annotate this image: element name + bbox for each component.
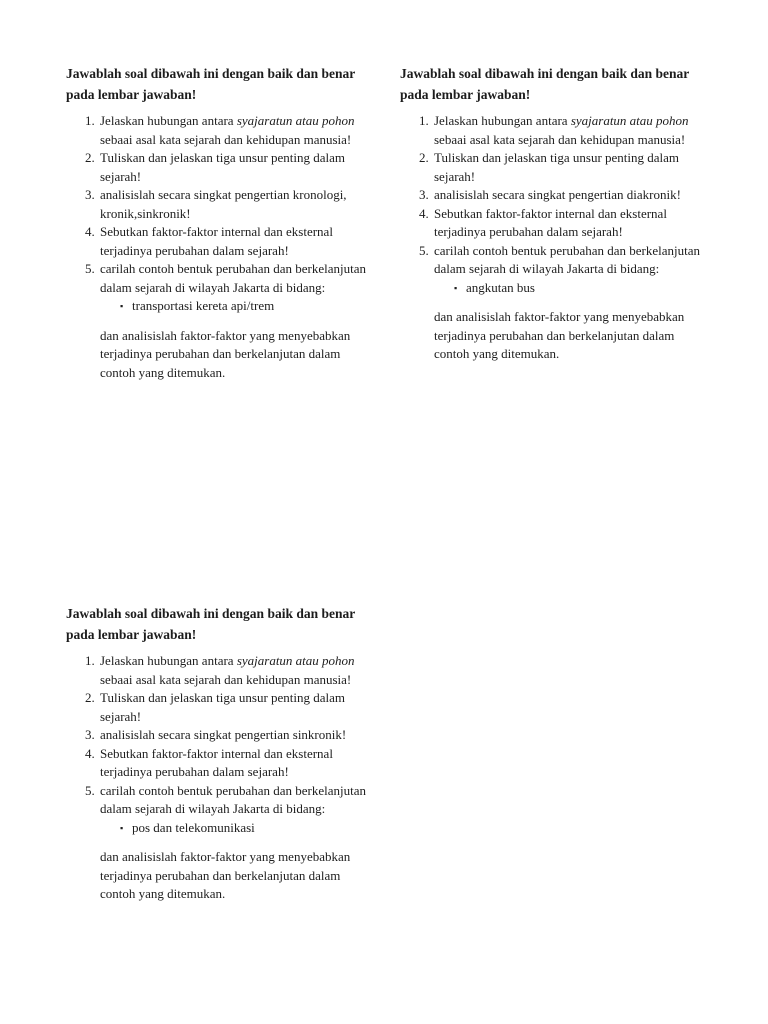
- question-text: analisislah secara singkat pengertian kronologi, kronik,sinkronik!: [100, 187, 347, 221]
- sub-bullet-text: transportasi kereta api/trem: [132, 298, 275, 313]
- question-item-2: [85, 689, 378, 726]
- question-number: 4.: [85, 745, 95, 761]
- question-item-5: [85, 782, 378, 904]
- question-number: 5.: [85, 782, 95, 798]
- question-block-top-left: [66, 63, 378, 382]
- question-number: 4.: [419, 205, 429, 221]
- question-item-5: [85, 260, 378, 382]
- question-number: 2.: [85, 690, 95, 705]
- question-number: 3.: [419, 187, 429, 202]
- question-body: [100, 782, 378, 904]
- question-number: 2.: [419, 150, 429, 165]
- closing-paragraph: dan analisislah faktor-faktor yang menyebabkan terjadinya perubahan dan berkelanjutan dalam contoh yang ditemukan.: [100, 849, 351, 901]
- question-list: [85, 112, 378, 382]
- question-text-italic: syajaratun atau pohon: [570, 113, 689, 128]
- question-item-2: [85, 149, 378, 186]
- question-number: 1.: [419, 113, 429, 128]
- question-list: [85, 652, 378, 904]
- square-bullet-icon: ▪: [120, 822, 124, 833]
- question-text: analisislah secara singkat pengertian diakronik!: [434, 187, 681, 202]
- block-heading: Jawablah soal dibawah ini dengan baik dan benar pada lembar jawaban!: [400, 66, 689, 102]
- question-number: 4.: [85, 224, 95, 239]
- question-text: carilah contoh bentuk perubahan dan berkelanjutan dalam sejarah di wilayah Jakarta di bidang:: [100, 782, 367, 816]
- question-text: carilah contoh bentuk perubahan dan berkelanjutan dalam sejarah di wilayah Jakarta di bidang:: [434, 242, 701, 276]
- question-text: Sebutkan faktor-faktor internal dan eksternal terjadinya perubahan dalam sejarah!: [100, 745, 333, 779]
- question-text: Sebutkan faktor-faktor internal dan eksternal terjadinya perubahan dalam sejarah!: [434, 205, 667, 239]
- question-block-bottom-left: [66, 603, 378, 904]
- question-item-3: [85, 186, 378, 223]
- question-number: 5.: [419, 242, 429, 258]
- question-text: Tuliskan dan jelaskan tiga unsur penting dalam sejarah!: [100, 690, 346, 724]
- block-heading: Jawablah soal dibawah ini dengan baik dan benar pada lembar jawaban!: [66, 66, 355, 102]
- question-text: [434, 112, 712, 149]
- question-list: [419, 112, 712, 364]
- block-heading: Jawablah soal dibawah ini dengan baik dan benar pada lembar jawaban!: [66, 606, 355, 642]
- question-number: 5.: [85, 261, 95, 276]
- square-bullet-icon: ▪: [120, 301, 124, 311]
- question-number: 3.: [85, 727, 95, 742]
- question-item-5: [419, 242, 712, 364]
- question-item-1: [85, 112, 378, 149]
- sub-bullet-item: [120, 297, 378, 316]
- question-text: Sebutkan faktor-faktor internal dan eksternal terjadinya perubahan dalam sejarah!: [100, 224, 333, 258]
- question-item-4: [419, 205, 712, 242]
- question-body: [100, 260, 378, 382]
- question-text-part: Jelaskan hubungan antara: [100, 653, 237, 668]
- question-text: [100, 112, 378, 149]
- question-text-part: sebaai asal kata sejarah dan kehidupan manusia!: [434, 131, 686, 147]
- question-item-4: [85, 745, 378, 782]
- question-text: [100, 652, 378, 689]
- question-number: 1.: [85, 113, 95, 128]
- closing-paragraph: dan analisislah faktor-faktor yang menyebabkan terjadinya perubahan dan berkelanjutan dalam contoh yang ditemukan.: [434, 309, 685, 361]
- closing-paragraph: dan analisislah faktor-faktor yang menyebabkan terjadinya perubahan dan berkelanjutan dalam contoh yang ditemukan.: [100, 327, 351, 380]
- question-text-part: sebaai asal kata sejarah dan kehidupan manusia!: [100, 131, 352, 147]
- question-text-part: Jelaskan hubungan antara: [434, 113, 571, 128]
- question-text-italic: syajaratun atau pohon: [236, 113, 355, 128]
- question-text-part: sebaai asal kata sejarah dan kehidupan manusia!: [100, 671, 352, 687]
- square-bullet-icon: ▪: [454, 282, 458, 293]
- sub-bullet-text: angkutan bus: [466, 279, 535, 295]
- question-number: 3.: [85, 187, 95, 202]
- sub-bullet-text: pos dan telekomunikasi: [132, 819, 255, 835]
- question-item-1: [419, 112, 712, 149]
- question-text-part: Jelaskan hubungan antara: [100, 113, 237, 128]
- question-text-italic: syajaratun atau pohon: [236, 653, 355, 668]
- sub-bullet-item: [454, 279, 712, 298]
- question-text: carilah contoh bentuk perubahan dan berkelanjutan dalam sejarah di wilayah Jakarta di bidang:: [100, 261, 367, 295]
- question-number: 2.: [85, 150, 95, 165]
- question-item-1: [85, 652, 378, 689]
- question-block-top-right: [400, 63, 712, 364]
- question-item-3: [419, 186, 712, 205]
- question-text: Tuliskan dan jelaskan tiga unsur penting dalam sejarah!: [100, 150, 346, 184]
- question-item-2: [419, 149, 712, 186]
- question-text: analisislah secara singkat pengertian sinkronik!: [100, 727, 347, 742]
- question-body: [434, 242, 712, 364]
- question-text: Tuliskan dan jelaskan tiga unsur penting dalam sejarah!: [434, 150, 680, 184]
- sub-bullet-item: [120, 819, 378, 838]
- question-item-4: [85, 223, 378, 260]
- question-item-3: [85, 726, 378, 745]
- question-number: 1.: [85, 653, 95, 668]
